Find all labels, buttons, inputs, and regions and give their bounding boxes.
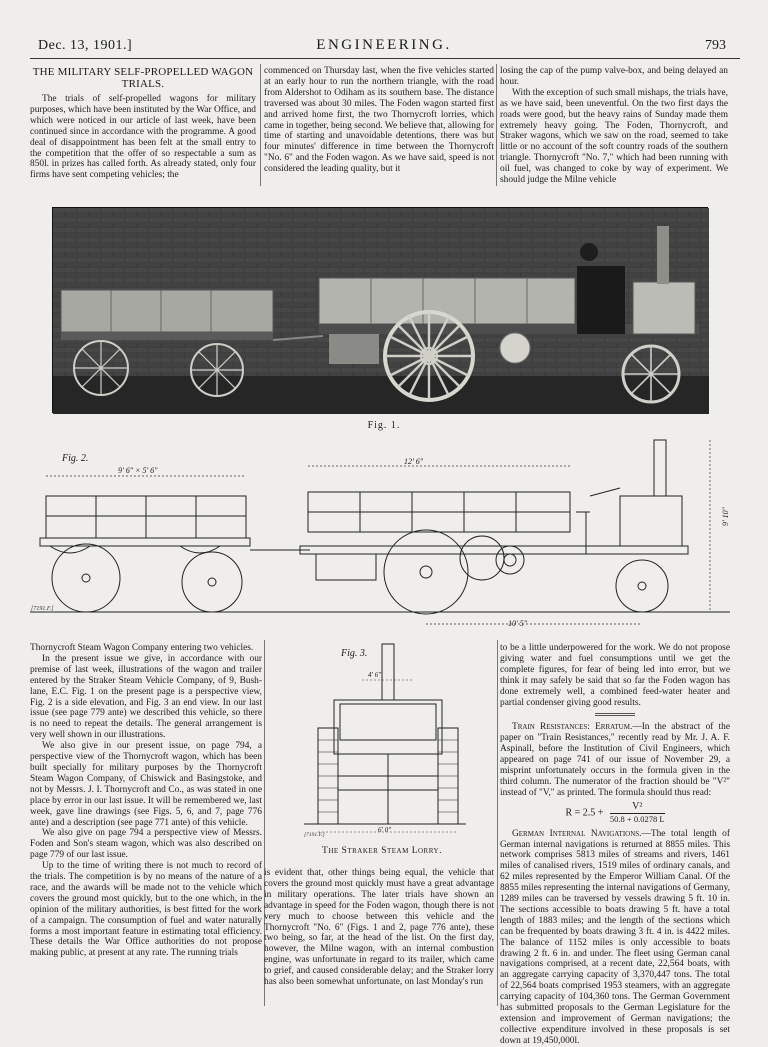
formula bbox=[500, 802, 730, 825]
header-rule bbox=[30, 58, 740, 59]
bottom-column-1 bbox=[30, 643, 262, 959]
fig3-end-view bbox=[300, 640, 470, 840]
svg-text:[7191.F.]: [7191.F.] bbox=[304, 832, 325, 838]
fig3-dimension-top: 4' 6" bbox=[368, 671, 382, 679]
column-divider bbox=[496, 64, 497, 186]
fig2-dimension-height: 9' 10" bbox=[721, 506, 731, 527]
formula-fraction bbox=[610, 802, 665, 825]
steam-lorry-photo bbox=[53, 208, 709, 414]
bottom-column-3 bbox=[500, 643, 730, 1047]
article-paragraph: We also give on page 794 a perspective view of Messrs. Foden and Son's steam wagon, which was also described on page 779 of our last issue. bbox=[30, 828, 262, 861]
erratum-text: —In the abstract of the paper on "Train Resistances," recently read by Mr. J. A. F. Aspinall, before the Institution of Civil Engineers, which appeared on page 741 of our issue of November 29, a misprint unfortunately occurs in the formula given in the third column. The numerator of the fraction should be "V²" instead of "V," as printed. The formula should thus read: bbox=[500, 722, 730, 798]
article-paragraph: Thornycroft Steam Wagon Company entering two vehicles. bbox=[30, 643, 254, 653]
fig2-dimension-body: 12' 6" bbox=[404, 457, 424, 466]
fig2-label: Fig. 2. bbox=[62, 453, 89, 464]
formula-numerator: V² bbox=[610, 802, 665, 814]
formula-denominator: 50.8 + 0.0278 L bbox=[609, 813, 665, 824]
fig2-dimension-wheelbase: 10' 5" bbox=[508, 619, 528, 628]
fig3-dimension-bottom: 6' 0" bbox=[378, 826, 392, 834]
journal-title: ENGINEERING. bbox=[316, 37, 452, 53]
article-paragraph: commenced on Thursday last, when the five vehicles started at an early hour to run the northern triangle, with the road from Aldershot to Odiham as its southern base. The distance traversed was about 30 miles. The Foden wagon started first and arrived home first, the two Thornycroft lorries, which came in together, being second. We believe that, allowing for time of starting and unavoidable detentions, there was but four minutes' difference in time between the Thornycroft "No. 6" and the Foden wagon. As we have said, speed is not considered the leading quality, but it bbox=[264, 66, 494, 175]
top-column-3 bbox=[500, 66, 728, 186]
fig1-caption: Fig. 1. bbox=[367, 420, 401, 431]
fig3-label: Fig. 3. bbox=[341, 648, 368, 659]
erratum-heading: Train Resistances: Erratum. bbox=[512, 722, 633, 733]
fig1-photograph bbox=[52, 207, 708, 413]
article-paragraph: is evident that, other things being equal, the vehicle that covers the ground most quickly must have a great advantage in military operations. The later trials have shown an advantage in speed for the Foden wagon, though there is not very much to choose between this vehicle and the Thornycroft "No. 6" (Figs. 1 and 2, page 776 ante), these two being, so far, at the head of the list. On the first day, however, the Milne wagon, with an internal combustion engine, was unfortunate in regard to its trailer, which came to grief, and caused considerable delay; and the Straker lorry has also been somewhat unfortunate, on last Monday's run bbox=[264, 868, 494, 988]
article-paragraph: to be a little underpowered for the work. We do not propose giving water and fuel consumptions until we get the complete figures, for fear of being led into error, but we think it may safely be said that so far the Foden wagon has done extremely well, a combined feed-water heater and partial condenser giving good results. bbox=[500, 643, 730, 708]
article-paragraph: Up to the time of writing there is not much to record of the trials. The competition is by no means of the nature of a race, and the awards will be made not to the vehicle which covers the ground most quickly, but to the one which, in the opinion of the military authorities, is best fitted for the work of a campaign. The consumption of fuel and water naturally forms a most important feature in estimating total efficiency. These details the War Office authorities do not propose making public, at present at any rate. The running trials bbox=[30, 861, 262, 959]
formula-lhs: R = 2.5 + bbox=[565, 807, 604, 819]
fig2-dimension-trailer: 9' 6" × 5' 6" bbox=[118, 466, 158, 475]
navigation-heading: German Internal Navigations. bbox=[512, 828, 642, 839]
issue-date: Dec. 13, 1901.] bbox=[38, 38, 133, 53]
article-paragraph: With the exception of such small mishaps, the trials have, as we have said, been uneventful. On the two first days the roads were good, but the heavy rains of Sunday made them extremely heavy going. The Foden, Thornycroft, and Straker wagons, which we saw on the road, seemed to take little or no account of the soft country roads of the southern triangle. Thornycroft "No. 7," which had been running with oil fuel, was changed to coke by way of experiment. We should judge the Milne vehicle bbox=[500, 87, 728, 186]
svg-text:[7191.F.]: [7191.F.] bbox=[31, 606, 54, 612]
navigation-text: —The total length of German internal navigations is returned at 8855 miles. This network comprises 5813 miles of streams and rivers, 1461 miles of canalised rivers, 1519 miles of ordinary canals, and 62 miles represented by the Emperor William Canal. Of the 8855 miles representing the internal navigations of Germany, 1289 miles can be traversed by vessels drawing 5 ft. 10 in. The sections accessible to boats drawing 5 ft. have a total length of 1883 miles; and the length of the sections which can be frequented by boats drawing 3 ft. 4 in. is 4422 miles. The balance of 1152 miles is only accessible to boats drawing 2 ft. 6 in. and under. The fleet using German canal navigations comprised, at a recent date, 22,564 boats, with an aggregate carrying capacity of 3,370,447 tons. The total of 22,564 boats comprised 1953 steamers, with an aggregate carrying capacity of 104,360 tons. The German Government has submitted proposals to the German Legislature for the extension and improvement of German navigations; the collective expenditure involved in these proposals is set down at 19,450,000l. bbox=[500, 828, 730, 1046]
column-divider bbox=[497, 640, 498, 1006]
bottom-column-2 bbox=[264, 868, 494, 988]
navigation-paragraph bbox=[500, 829, 730, 1047]
erratum-paragraph bbox=[500, 722, 730, 798]
article-paragraph: In the present issue we give, in accordance with our premise of last week, illustrations of the wagon and trailer entered by the Straker Steam Vehicle Company, of 9, Bush-lane, E.C. Fig. 1 on the present page is a perspective view, Fig. 2 is a side elevation, and Fig. 3 an end view. In our last issue (see page 779 ante) we described this vehicle, so there is no need to repeat the details. The general arrangement is very well shown in our illustrations. bbox=[30, 653, 262, 741]
fig3-caption: The Straker Steam Lorry. bbox=[322, 846, 442, 856]
article-paragraph: losing the cap of the pump valve-box, and being delayed an hour. bbox=[500, 66, 728, 87]
section-divider bbox=[595, 713, 635, 716]
top-column-2 bbox=[264, 66, 494, 175]
article-paragraph: We also give in our present issue, on page 794, a perspective view of the Thornycroft wagon, which has been built specially for military purposes by the Thornycroft Steam Wagon Company, of Chiswick and Basingstoke, and not by Messrs. J. I. Thornycroft and Co., as was stated in one place by error in our last issue. It will be remembered we, last week, gave line drawings (see Figs. 5, 6, and 7, page 776 ante) and a description (see page 771 ante) of this vehicle. bbox=[30, 741, 262, 828]
page-number: 793 bbox=[705, 38, 726, 53]
article-title: THE MILITARY SELF-PROPELLED WAGON TRIALS. bbox=[32, 66, 254, 90]
article-paragraph: The trials of self-propelled wagons for military purposes, which have been instituted by the War Office, and which were noticed in our article of last week, have been continued since in accordance with the programme. A good deal of disappointment has been felt at the small entry to the competition that the offer of so respectable a sum as 850l. in prizes has called forth. As already stated, only four firms have sent competing vehicles; the bbox=[30, 94, 256, 181]
column-divider bbox=[260, 64, 261, 186]
top-column-1 bbox=[30, 66, 256, 181]
